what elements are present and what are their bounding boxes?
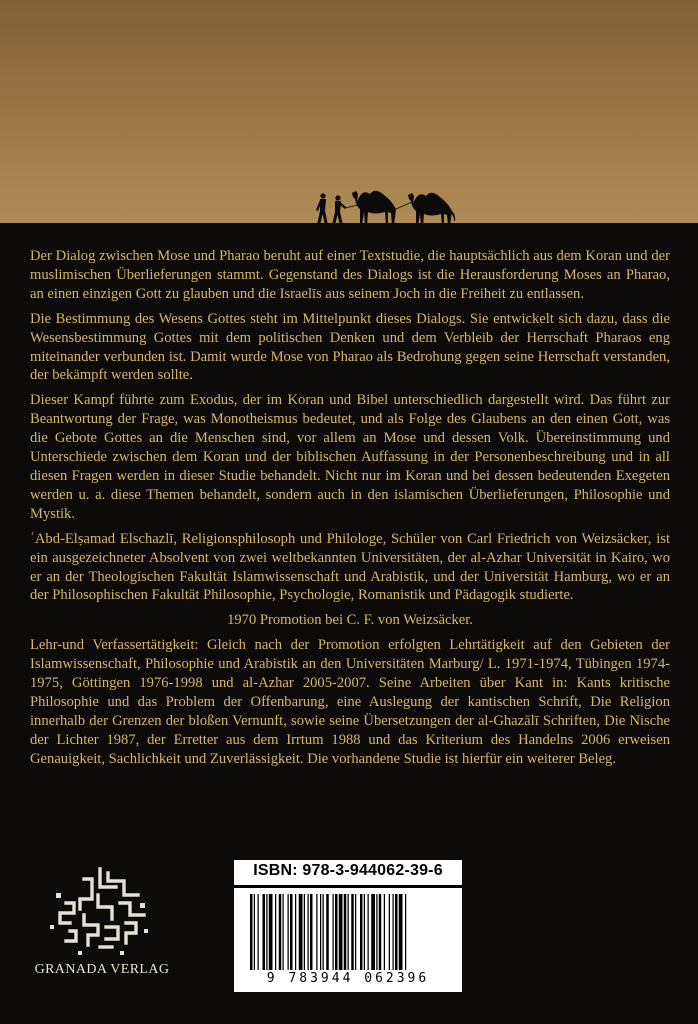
isbn-barcode-label [234, 860, 462, 992]
barcode-icon [248, 894, 448, 970]
isbn-number: ISBN: 978-3-944062-39-6 [253, 862, 443, 879]
isbn-divider [234, 885, 462, 888]
paragraph-teaching: Lehr-und Verfassertätigkeit: Gleich nach der Promotion erfolgten Lehrtätigkeit auf den Gebieten der Islamwissenschaft, Philosophie und Arabistik an den Universitäten Marburg/ L. 1971-1974, Tübingen 1974-1975, Göttingen 1976-1998 und al-Azhar 2005-2007. Seine Arbeiten über Kant in: Kants kritische Philosophie und das Problem der Offenbarung, eine Auslegung der kantischen Schrift, Die Religion innerhalb der Grenzen der bloßen Vernunft, sowie seine Übersetzungen der al-Ghazālī Schriften, Die Nische der Lichter 1987, der Erretter aus dem Irrtum 1988 und das Kriterium des Handelns 2006 erweisen Genauigkeit, Sachlichkeit und Zuverlässigkeit. Die vorhandene Studie ist hierfür ein weiterer Beleg. [30, 637, 670, 767]
publisher-name: GRANADA VERLAG [34, 962, 170, 977]
calligraphy-logo-icon [40, 863, 160, 959]
paragraph-dialog-intro: Der Dialog zwischen Mose und Pharao beruht auf einer Textstudie, die hauptsächlich aus dem Koran und der muslimischen Überlieferungen stammt. Gegenstand des Dialogs ist die Herausforderung Moses an Pharao, an einen einzigen Gott zu glauben und die Israelīs aus seinem Joch in die Freiheit zu entlassen. [30, 248, 670, 302]
paragraph-essence-of-god: Die Bestimmung des Wesens Gottes steht im Mittelpunkt dieses Dialogs. Sie entwickelt sich dazu, dass die Wesensbestimmung Gottes mit dem politischen Denken und dem Verbleib der Herrschaft Pharaos eng miteinander verbunden ist. Damit wurde Mose von Pharao als Bedrohung gegen seine Herrschaft verstanden, der bekämpft werden sollte. [30, 310, 670, 384]
paragraph-promotion: 1970 Promotion bei C. F. von Weizsäcker. [227, 612, 473, 629]
back-cover-text [30, 247, 670, 775]
caravan-silhouette-icon [300, 181, 470, 227]
barcode-digits: 9 783944 062396 [266, 971, 430, 986]
paragraph-author-bio: ʿAbd-Elṣamad Elschazlī, Religionsphilosoph und Philologe, Schüler von Carl Friedrich von Weizsäcker, ist ein ausgezeichneter Absolvent von zwei weltbekannten Universitäten, der al-Azhar Universität in Kairo, wo er an der Theologischen Fakultät Islamwissenschaft und Arabistik, und der Universität Hamburg, wo er an der Philosophischen Fakultät Philosophie, Psychologie, Romanistik und Pädagogik studierte. [30, 530, 670, 604]
paragraph-exodus: Dieser Kampf führte zum Exodus, der im Koran und Bibel unterschiedlich dargestellt wird. Das führt zur Beantwortung der Frage, was Monotheismus bedeutet, und als Folge des Glaubens an den einen Gott, was die Gebote Gottes an die Menschen sind, vor allem an Mose und dessen Volk. Übereinstimmung und Unterschiede zwischen dem Koran und der biblischen Auffassung in der Personenbeschreibung und in all diesen Fragen werden in dieser Studie behandelt. Nicht nur im Koran und bei dessen bedeutenden Exegeten werden u. a. diese Themen behandelt, sondern auch in den islamischen Überlieferungen, Philosophie und Mystik. [30, 392, 670, 522]
